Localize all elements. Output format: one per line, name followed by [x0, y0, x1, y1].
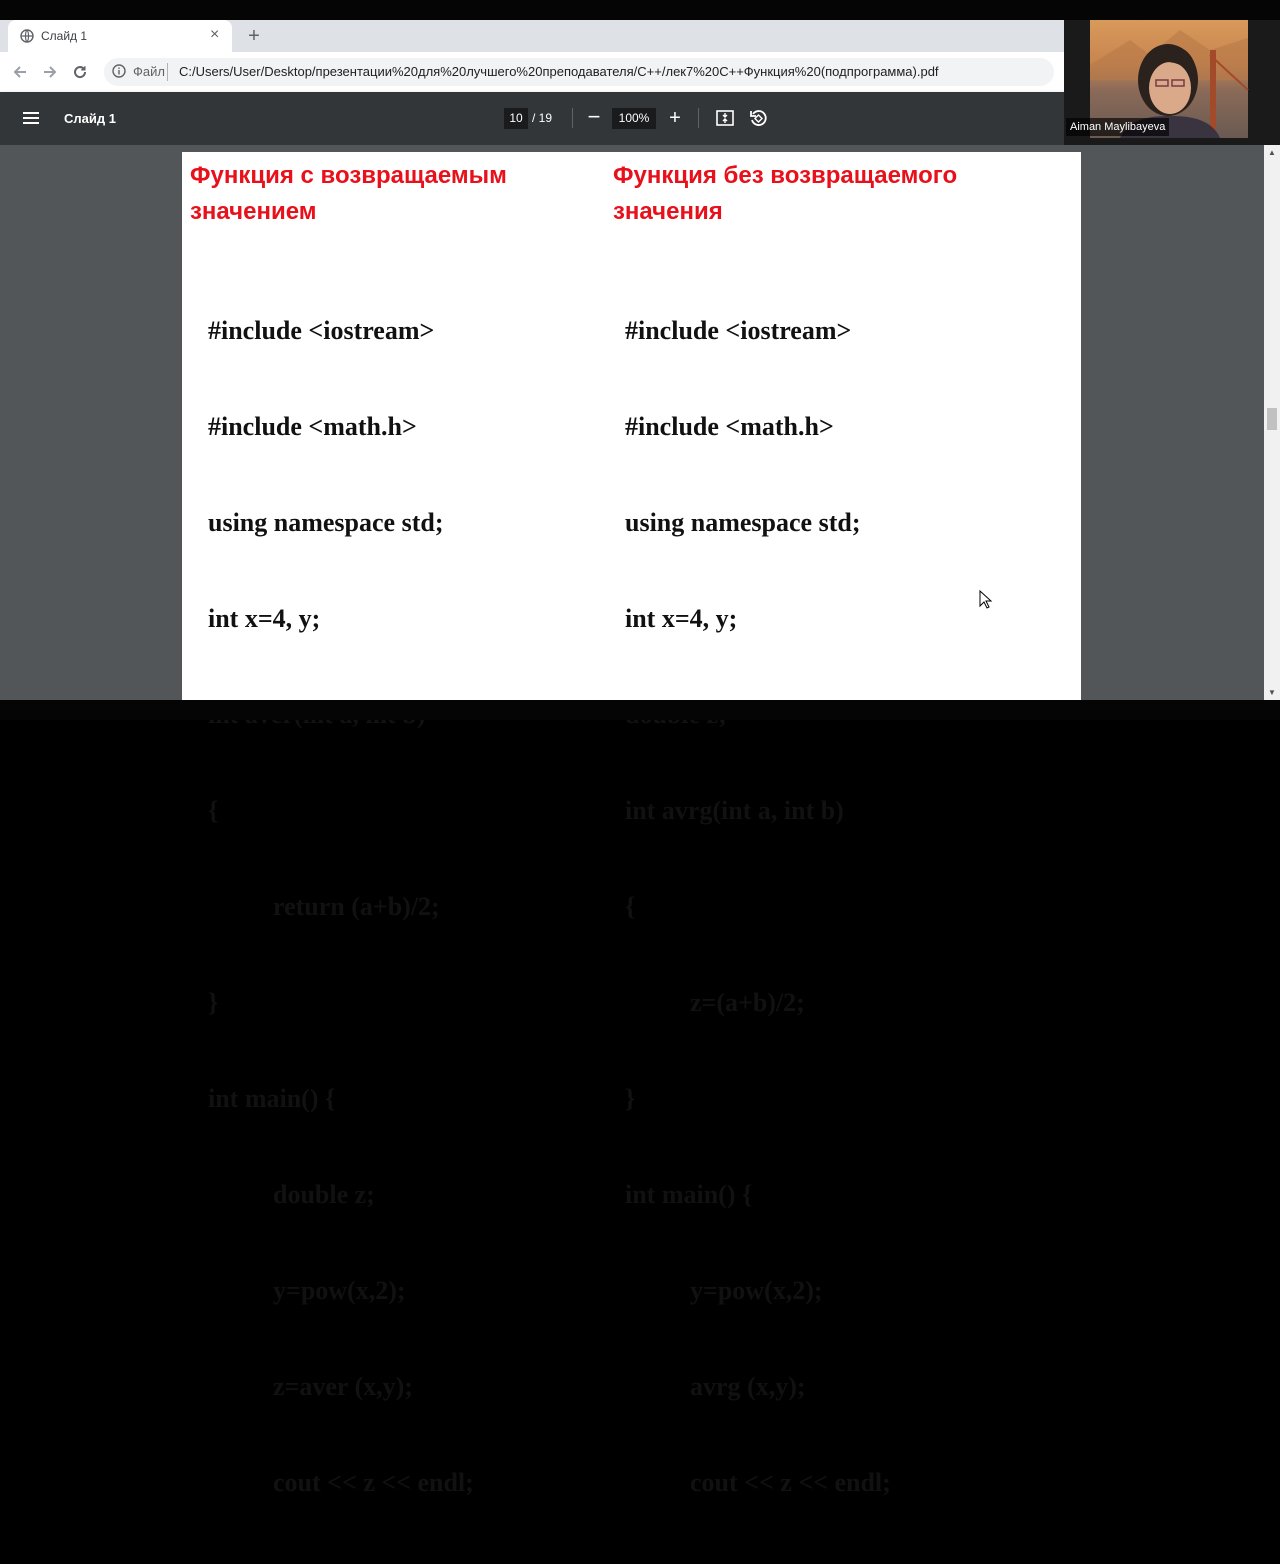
- left-heading: [190, 158, 507, 230]
- zoom-level-input[interactable]: 100%: [612, 108, 656, 129]
- left-heading-line-1: Функция с возвращаемым: [190, 162, 507, 189]
- code-line: #include <math.h>: [625, 412, 834, 441]
- code-line: #include <iostream>: [625, 316, 852, 345]
- right-heading-line-1: Функция без возвращаемого: [613, 162, 958, 189]
- code-line: y=pow(x,2);: [625, 1276, 823, 1305]
- info-icon[interactable]: [112, 64, 126, 78]
- code-line: {: [625, 892, 636, 921]
- code-line: avrg (x,y);: [625, 1372, 806, 1401]
- forward-arrow-icon[interactable]: [40, 62, 60, 82]
- file-scheme-label: Файл: [133, 64, 165, 79]
- code-line: double z;: [208, 1180, 375, 1209]
- url-text[interactable]: C:/Users/User/Desktop/презентации%20для%20лучшего%20преподавателя/C++/лек7%20C++Функция%20(подпрограмма).pdf: [179, 64, 939, 79]
- code-line: cout << z << endl;: [625, 1468, 891, 1497]
- pdf-page: [182, 152, 1081, 1497]
- new-tab-button[interactable]: +: [248, 25, 260, 47]
- code-line: y=pow(x,2);: [208, 1276, 406, 1305]
- address-toolbar: [0, 52, 1064, 93]
- code-line: return (a+b)/2;: [208, 892, 440, 921]
- scrollbar-thumb[interactable]: [1267, 408, 1277, 430]
- scroll-up-arrow-icon[interactable]: ▲: [1268, 148, 1276, 157]
- toolbar-divider: [572, 108, 573, 128]
- globe-icon: [20, 29, 34, 43]
- code-line: int x=4, y;: [208, 604, 321, 633]
- right-code-block: [625, 256, 891, 1564]
- code-line: z=(a+b)/2;: [625, 988, 805, 1017]
- page-number-input[interactable]: 10: [504, 108, 528, 129]
- close-tab-icon[interactable]: ×: [210, 26, 220, 43]
- code-line: int x=4, y;: [625, 604, 738, 633]
- code-line: using namespace std;: [625, 508, 861, 537]
- code-line: }: [625, 1084, 636, 1113]
- mouse-cursor-icon: [979, 590, 993, 610]
- code-line: int main() {: [625, 1180, 753, 1209]
- address-separator: [167, 63, 168, 81]
- code-line: {: [208, 796, 219, 825]
- scroll-down-arrow-icon[interactable]: ▼: [1268, 688, 1276, 697]
- right-heading: [613, 158, 957, 230]
- top-black-bar: [0, 0, 1280, 20]
- left-code-block: [208, 256, 474, 1564]
- bottom-black-bar: [0, 700, 1280, 720]
- tab-title: Слайд 1: [41, 29, 88, 43]
- code-line: int avrg(int a, int b): [625, 796, 844, 825]
- document-title: Слайд 1: [64, 111, 116, 126]
- address-bar[interactable]: [104, 58, 1054, 86]
- reload-icon[interactable]: [70, 62, 90, 82]
- code-line: cout << z << endl;: [208, 1468, 474, 1497]
- fit-page-icon[interactable]: [716, 110, 734, 126]
- code-line: }: [208, 988, 219, 1017]
- code-line: #include <iostream>: [208, 316, 435, 345]
- code-line: using namespace std;: [208, 508, 444, 537]
- back-arrow-icon[interactable]: [10, 62, 30, 82]
- participant-name-label: Aiman Maylibayeva: [1066, 118, 1169, 136]
- code-line: int main() {: [208, 1084, 336, 1113]
- toolbar-divider: [698, 108, 699, 128]
- right-heading-line-2: значения: [613, 198, 723, 225]
- zoom-out-button[interactable]: −: [587, 104, 601, 129]
- page-total: / 19: [532, 111, 553, 125]
- browser-tab[interactable]: [8, 20, 232, 52]
- left-heading-line-2: значением: [190, 198, 317, 225]
- menu-icon[interactable]: [22, 110, 40, 126]
- rotate-icon[interactable]: [749, 109, 767, 127]
- code-line: #include <math.h>: [208, 412, 417, 441]
- code-line: z=aver (x,y);: [208, 1372, 413, 1401]
- zoom-in-button[interactable]: +: [669, 107, 681, 129]
